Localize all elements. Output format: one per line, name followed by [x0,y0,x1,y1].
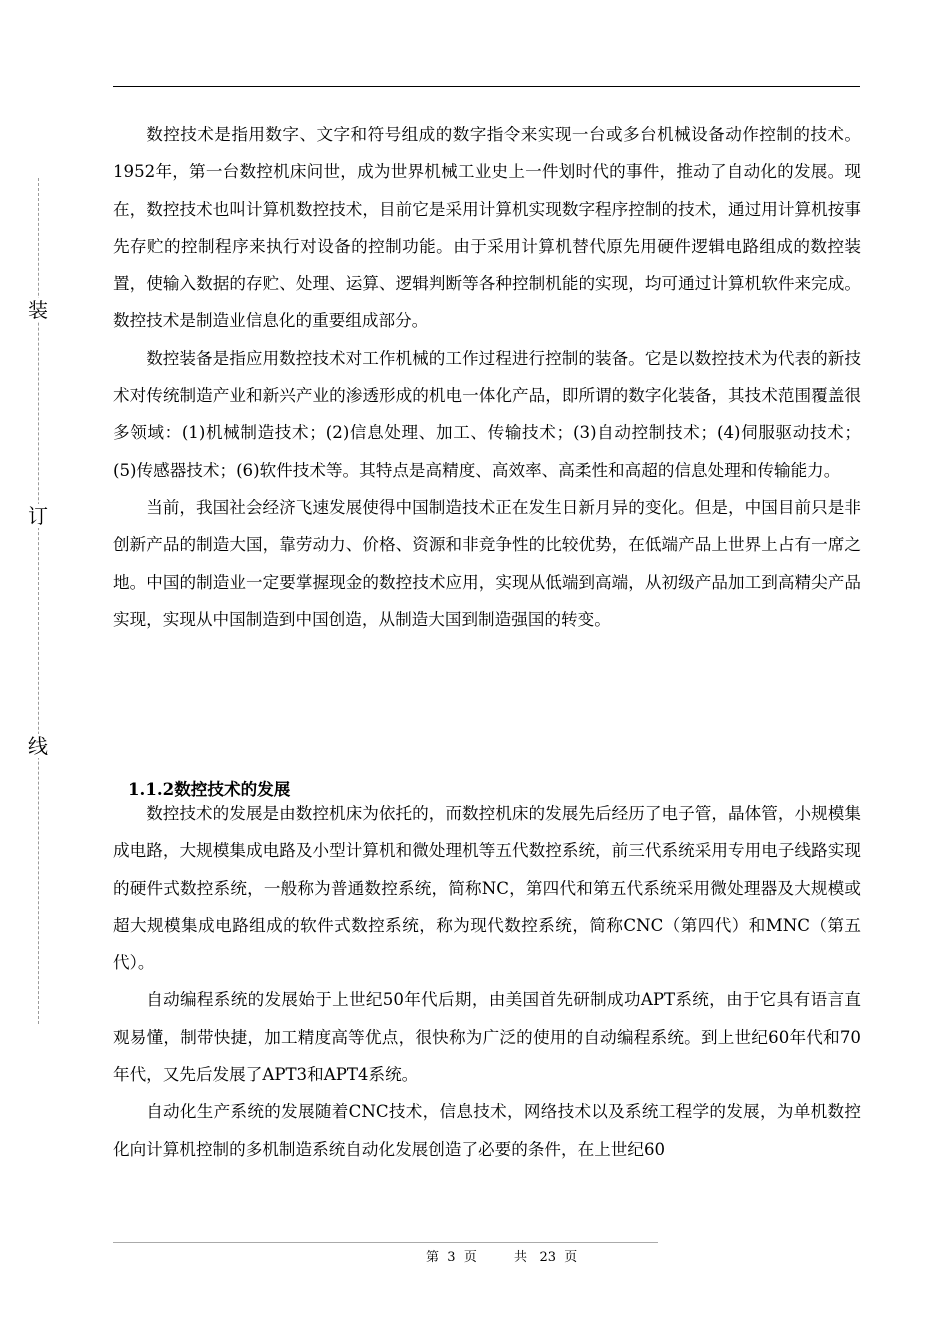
page-footer [426,1249,577,1267]
total-label-suffix: 页 [564,1250,578,1265]
paragraph-china-manufacturing: 当前，我国社会经济飞速发展使得中国制造技术正在发生日新月异的变化。但是，中国目前只是非创新产品的制造大国，靠劳动力、价格、资源和非竞争性的比较优势，在低端产品上世界上占有一席之地。中国的制造业一定要掌握现金的数控技术应用，实现从低端到高端，从初级产品加工到高精尖产品实现，实现从中国制造到中国创造，从制造大国到制造强国的转变。 [113,497,861,629]
total-pages: 23 [539,1250,557,1265]
paragraph-auto-production: 自动化生产系统的发展随着CNC技术，信息技术，网络技术以及系统工程学的发展，为单机数控化向计算机控制的多机制造系统自动化发展创造了必要的条件，在上世纪60 [113,1102,861,1159]
footer-rule [113,1242,658,1243]
section2-body [113,795,861,1168]
page-label-prefix: 第 [426,1250,440,1265]
paragraph-nc-equipment: 数控装备是指应用数控技术对工作机械的工作过程进行控制的装备。它是以数控技术为代表的新技术对传统制造产业和新兴产业的渗透形成的机电一体化产品，即所谓的数字化装备，其技术范围覆盖很多领域：(1)机械制造技术；(2)信息处理、加工、传输技术；(3)自动控制技术；(4)伺服驱动技术；(5)传感器技术；(6)软件技术等。其特点是高精度、高效率、高柔性和高超的信息处理和传输能力。 [113,348,861,480]
binding-mark-xian: 线 [28,734,48,758]
binding-mark-zhuang: 装 [28,298,48,322]
section-heading: 1.1.2数控技术的发展 [128,779,291,799]
total-label-prefix: 共 [514,1250,528,1265]
binding-mark-ding: 订 [28,504,48,528]
page-label-suffix: 页 [463,1250,477,1265]
section1-body [113,116,861,638]
paragraph-auto-programming: 自动编程系统的发展始于上世纪50年代后期，由美国首先研制成功APT系统，由于它具有语言直观易懂，制带快捷，加工精度高等优点，很快称为广泛的使用的自动编程系统。到上世纪60年代和70年代，又先后发展了APT3和APT4系统。 [113,990,861,1085]
paragraph-nc-technology-definition: 数控技术是指用数字、文字和符号组成的数字指令来实现一台或多台机械设备动作控制的技术。1952年，第一台数控机床问世，成为世界机械工业史上一件划时代的事件，推动了自动化的发展。现在，数控技术也叫计算机数控技术，目前它是采用计算机实现数字程序控制的技术，通过用计算机按事先存贮的控制程序来执行对设备的控制功能。由于采用计算机替代原先用硬件逻辑电路组成的数控装置，使输入数据的存贮、处理、运算、逻辑判断等各种控制机能的实现，均可通过计算机软件来完成。数控技术是制造业信息化的重要组成部分。 [113,125,861,331]
page-number: 3 [447,1250,456,1265]
paragraph-nc-development: 数控技术的发展是由数控机床为依托的，而数控机床的发展先后经历了电子管，晶体管，小规模集成电路，大规模集成电路及小型计算机和微处理机等五代数控系统，前三代系统采用专用电子线路实现的硬件式数控系统，一般称为普通数控系统，简称NC，第四代和第五代系统采用微处理器及大规模或超大规模集成电路组成的软件式数控系统，称为现代数控系统，简称CNC（第四代）和MNC（第五代）。 [113,804,861,973]
header-rule [113,86,860,87]
